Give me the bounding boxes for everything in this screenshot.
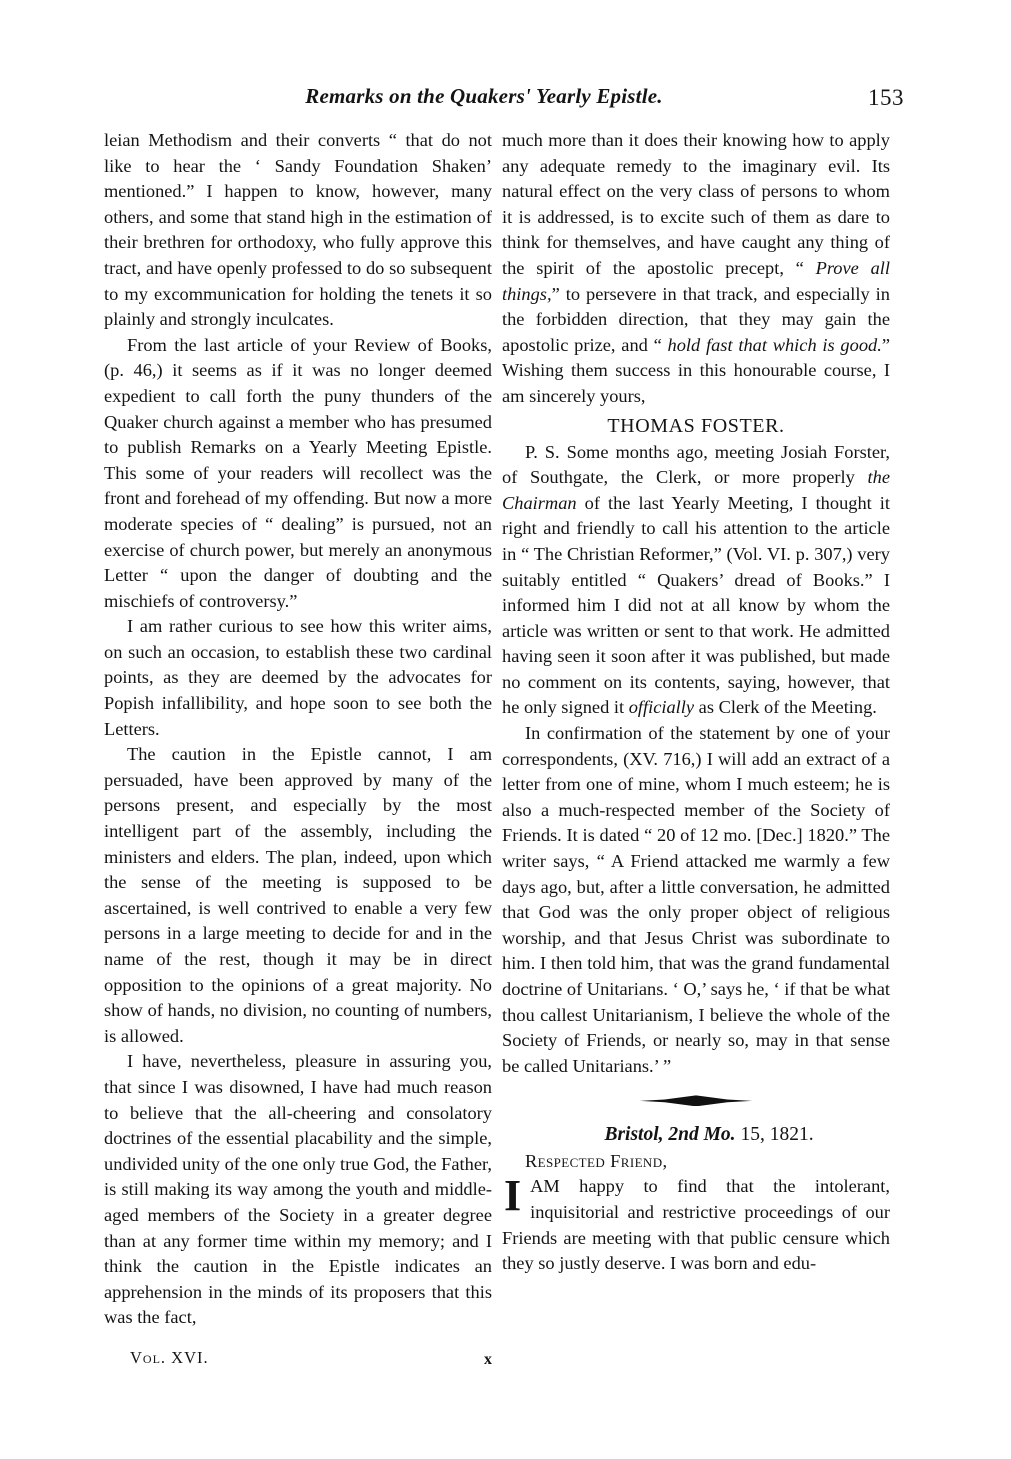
body-columns	[104, 128, 904, 1398]
text-run: AM happy to find that the intolerant, inquisitorial and restrictive proceedings of our Friends are meeting with that public censure which they so justly deserve. I was born and edu-	[502, 1176, 890, 1274]
paragraph: From the last article of your Review of Books, (p. 46,) it seems as if it was no longer deemed expedient to call forth the puny thunders of the Quaker church against a member who has presumed to publish Remarks on a Yearly Meeting Epistle. This some of your readers will recollect was the front and forehead of my offending. But now a more moderate species of “ dealing” is pursued, not an exercise of church power, but merely an anonymous Letter “ upon the danger of doubting and the mischiefs of controversy.”	[104, 334, 492, 611]
text-run: ” to persevere in that track, and especially in the forbidden direction, that they may gain the apostolic prize, and “	[502, 283, 890, 355]
paragraph: leian Methodism and their converts “ that do not like to hear the ‘ Sandy Foundation Shaken’ mentioned.” I happen to know, however, many others, and some that stand high in the estimation of their brethren for orthodoxy, who fully approve this tract, and have openly professed to do so subsequent to my excommunication for holding the tenets it so plainly and strongly inculcates.	[104, 130, 492, 330]
paragraph: I am rather curious to see how this writer aims, on such an occasion, to establish these two cardinal points, as they are deemed by the advocates for Popish infallibility, and hope soon to see both the Letters.	[104, 616, 492, 739]
paragraph: I have, nevertheless, pleasure in assuring you, that since I was disowned, I have had much reason to believe that the all-cheering and consolatory doctrines of the essential placability and the simple, undivided unity of the one only true God, the Father, is still making its way among the youth and middle-aged members of the Society in a greater degree than at any former time within my memory; and I think the caution in the Epistle indicates an apprehension in the minds of its proposers that this was the fact,	[104, 1051, 492, 1328]
text-run: ” Wishing them success in this honourable course, I am sincerely yours,	[502, 334, 890, 406]
text-run: P. S. Some months ago, meeting Josiah Forster, of Southgate, the Clerk, or more properly	[502, 441, 890, 488]
paragraph: The caution in the Epistle cannot, I am persuaded, have been approved by many of the persons present, and especially by the most intelligent part of the assembly, including the ministers and elders. The plan, indeed, upon which the sense of the meeting is supposed to be ascertained, is well contrived to enable a very few persons in a large meeting to decide for and in the name of the rest, though it may be in direct opposition to the opinions of a great majority. No show of hands, no division, no counting of numbers, is allowed.	[104, 744, 492, 1046]
italic-word-officially: officially	[628, 697, 695, 718]
text-run: of the last Yearly Meeting, I thought it right and friendly to call his attention to the article in “ The Christian Reformer,” (Vol. VI. p. 307,) very suitably entitled “ Quakers’ dread of Books.” I informed him I did not at all know by whom the article was written or sent to that work. He admitted having seen it soon after it was published, but made no comment on its contents, saying, however, that he only signed it	[502, 492, 890, 718]
paragraph-postscript	[502, 440, 890, 722]
paragraph-confirmation: In confirmation of the statement by one of your correspondents, (XV. 716,) I will add an extract of a letter from one of mine, whom I much esteem; he is also a much-respected member of the Society of Friends. It is dated “ 20 of 12 mo. [Dec.] 1820.” The writer says, “ A Friend attacked me warmly a few days ago, but, after a little conversation, he admitted that God was the only proper object of religious worship, and that Jesus Christ was subordinate to him. I then told him, that was the grand fundamental doctrine of Unitarians. ‘ O,’ says he, ‘ if that be what thou callest Unitarianism, I believe the whole of the Society of Friends, or nearly so, may in that sense be called Unitarians.’ ”	[502, 723, 890, 1076]
signature-mark: x	[484, 1351, 492, 1368]
section-divider	[502, 1093, 890, 1111]
drop-cap-letter: I	[504, 1171, 522, 1221]
italic-quote-hold-fast: hold fast that which is good.	[667, 334, 882, 355]
left-column	[104, 128, 492, 1398]
dateline-day-year: 15, 1821.	[735, 1124, 814, 1146]
volume-label: Vol. XVI.	[130, 1348, 209, 1367]
paragraph-new-letter-opening	[502, 1171, 890, 1276]
letter-signature: THOMAS FOSTER.	[607, 414, 785, 437]
page-footer	[104, 1348, 492, 1374]
dateline-place: Bristol, 2nd Mo.	[604, 1124, 736, 1146]
running-head-title: Remarks on the Quakers' Yearly Epistle.	[305, 84, 663, 108]
paragraph-letter-conclusion	[502, 128, 890, 410]
diamond-rule-icon	[640, 1095, 752, 1106]
running-head	[104, 84, 904, 118]
letter-salutation: Respected Friend,	[525, 1151, 668, 1172]
right-column	[502, 128, 890, 1398]
text-run: as Clerk of the Meeting.	[694, 697, 877, 718]
italic-phrase-the-chairman: the Chairman	[502, 467, 890, 513]
page-number: 153	[868, 85, 904, 110]
letter-dateline	[502, 1121, 890, 1148]
text-run: much more than it does their knowing how to apply any adequate remedy to the imaginary evil. Its natural effect on the very class of persons to whom it is addressed, is to excite such of them as dare to think for themselves, and have caught any thing of the spirit of the apostolic precept, “	[502, 130, 890, 278]
italic-quote-prove-all-things: Prove all things,	[502, 257, 890, 304]
